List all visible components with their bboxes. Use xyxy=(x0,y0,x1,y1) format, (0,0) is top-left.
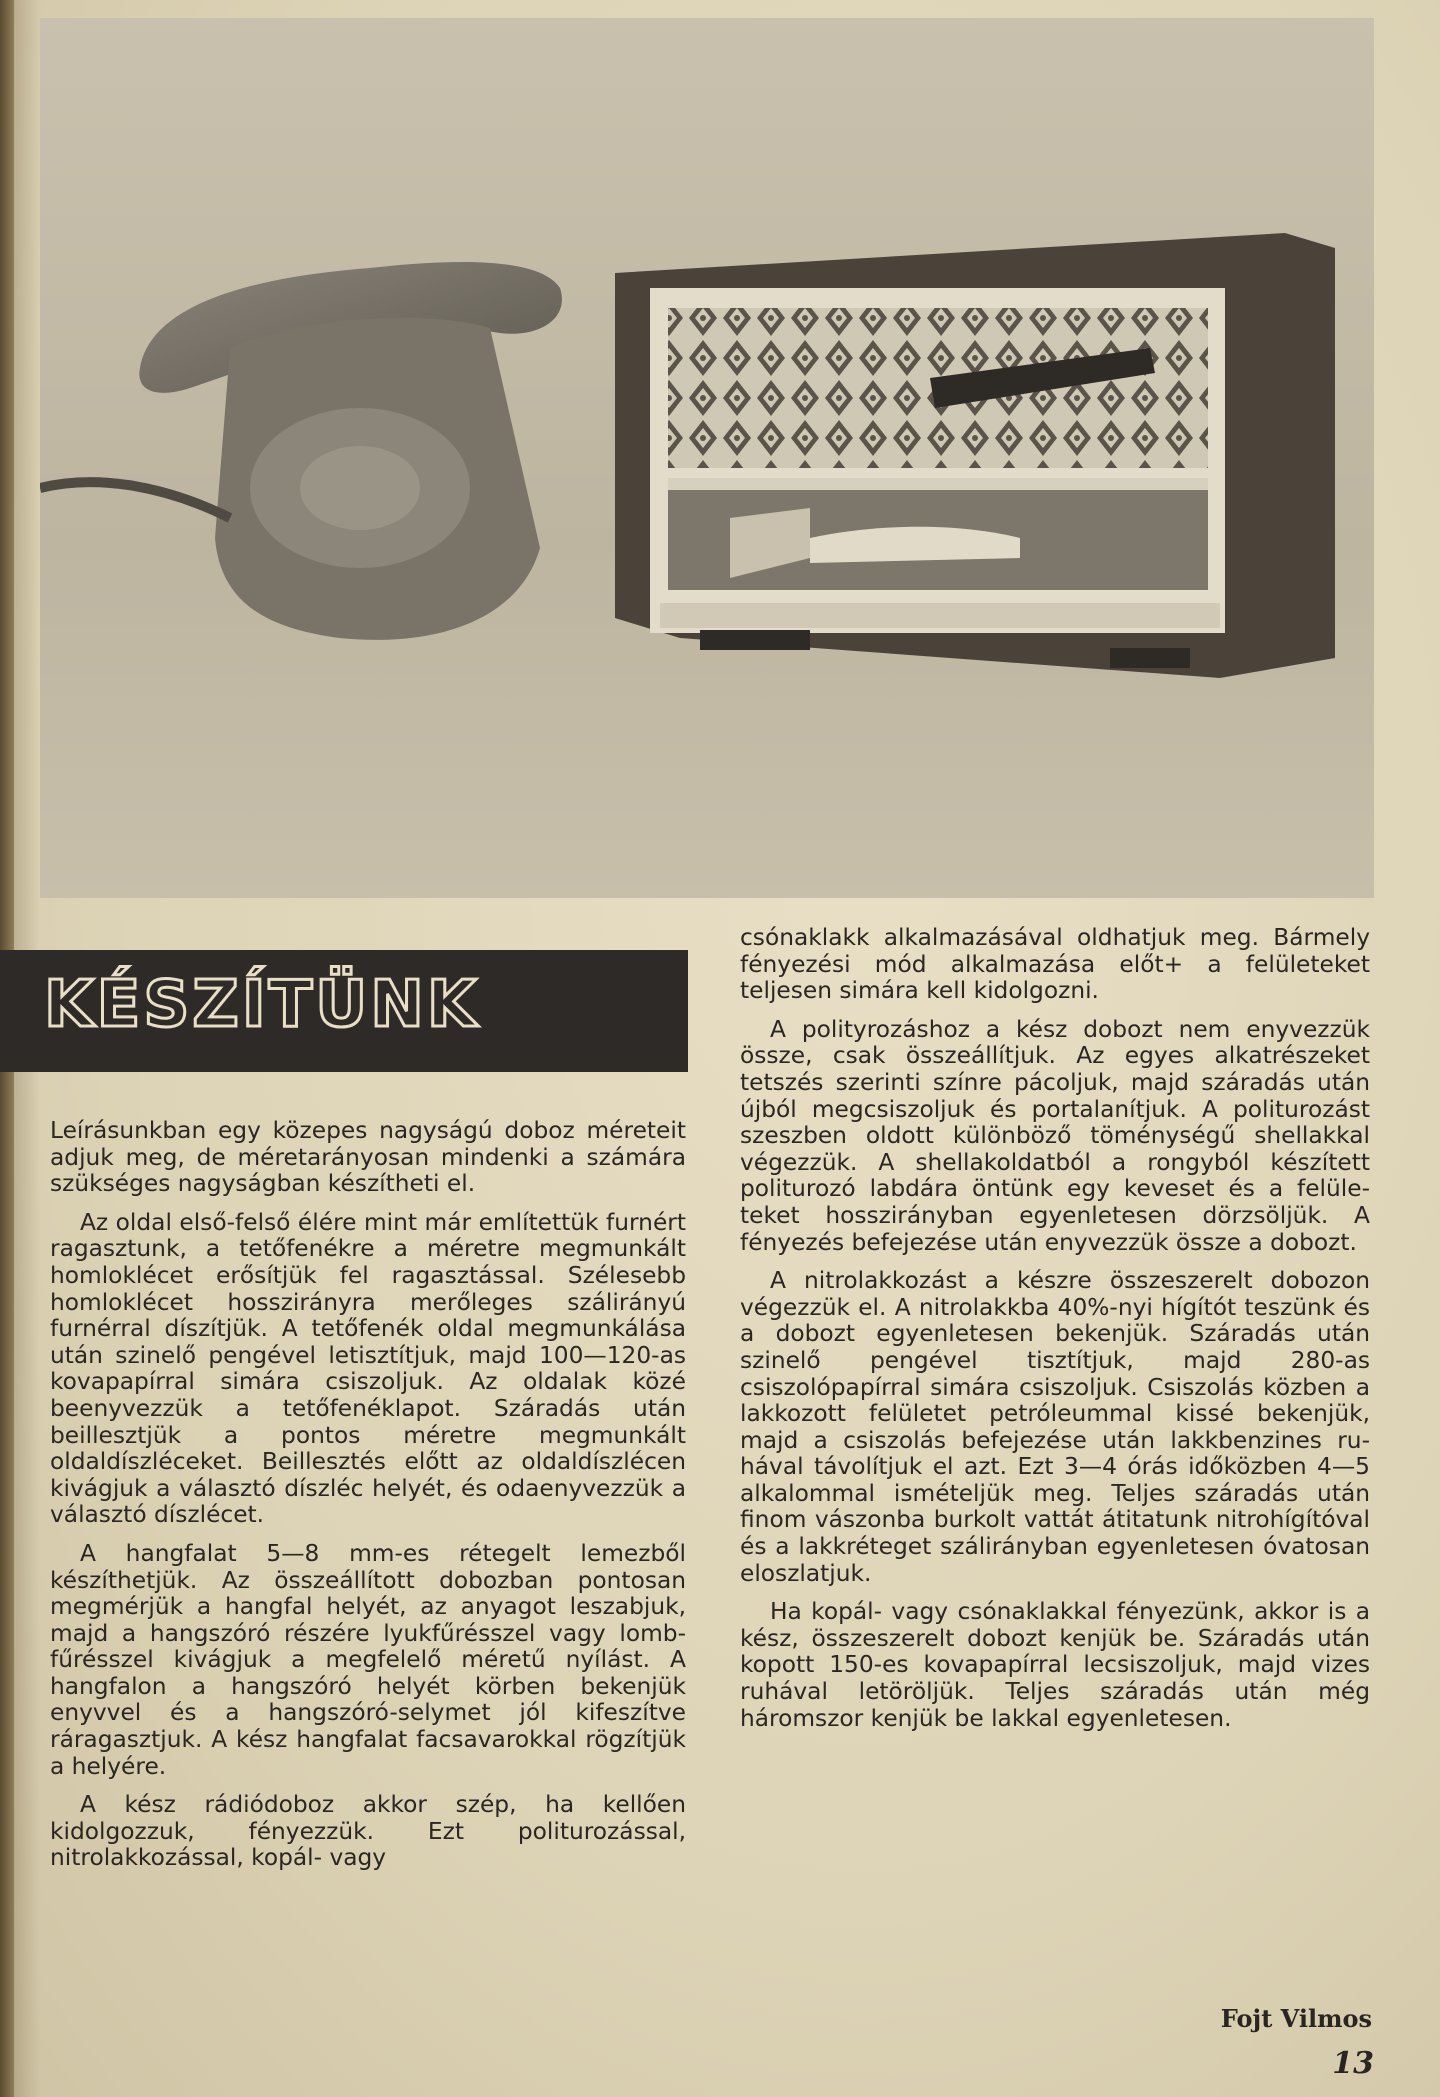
telephone-image xyxy=(40,262,562,640)
article-title: KÉSZÍTÜNK xyxy=(44,968,480,1042)
right-text-column xyxy=(740,925,1370,1744)
author-signature: Fojt Vilmos xyxy=(1220,2004,1372,2033)
paragraph: Ha kopál- vagy csónaklakkal fényezünk, akkor is a kész, összeszerelt dobozt kenjük be. Száradás után kopott 150-es kovapapírral lecsiszoljuk, majd vizes ruhával letöröljük. Teljes száradás után még háromszor kenjük be lakkal egyenletesen. xyxy=(740,1598,1370,1732)
paragraph: Leírásunkban egy közepes nagyságú doboz méreteit adjuk meg, de méretarányosan mindenki a számára szükséges nagyságban készítheti el. xyxy=(50,1117,686,1198)
paragraph: A polityrozáshoz a kész dobozt nem enyvezzük össze, csak összeállítjuk. Az egyes alkatrészeket tetszés szerinti színre pácoljuk, majd száradás után újból megcsiszoljuk és portalanítjuk. A politurozást szeszben oldott különböző töménységű shellakkal végezzük. A shellakoldatból a rongyból készített politurozó labdára öntünk egy keveset és a felületeket hosszirányban egyenletesen dörzsöljük. A fényezés befejezése után enyvezzük össze a dobozt. xyxy=(740,1015,1370,1256)
product-photo xyxy=(40,18,1374,898)
radio-image xyxy=(615,233,1335,678)
paragraph: Az oldal első-felső élére mint már említettük furnért ragasztunk, a tetőfenékre a méretre megmunkált homloklécet erősítjük fel ragasztással. Szélesebb homloklécet hosszirányra merőleges szálirányú furnérral díszítjük. A tetőfenék oldal megmunkálása után szinelő pengével letisztítjuk, majd 100—120-as kovapapírral simára csiszoljuk. Az oldalak közé beenyvezzük a tetőfenéklapot. Száradás után beillesztjük a pontos méretre megmunkált oldaldíszléceket. Beillesztés előtt az oldaldíszlécen kivágjuk a választó díszléc helyét, és odaenyvezzük a választó díszlécet. xyxy=(50,1208,686,1529)
paragraph: A hangfalat 5—8 mm-es rétegelt lemezből készíthetjük. Az összeállított dobozban pontosan megmérjük a hangfal helyét, az anyagot leszabjuk, majd a hangszóró részére lyukfűrésszel vagy lombfűrésszel kivágjuk a megfelelő méretű nyílást. A hangfalon a hangszóró helyét körben bekenjük enyvvel és a hangszóró-selymet jól kifeszítve ráragasztjuk. A kész hangfalat facsavarokkal rögzítjük a helyére. xyxy=(50,1539,686,1780)
paragraph: A nitrolakkozást a készre összeszerelt dobozon végezzük el. A nitrolakkba 40%-nyi hígítót teszünk és a dobozt egyenletesen bekenjük. Száradás után szinelő pengével tisztítjuk, majd 280-as csiszolópapírral simára csiszoljuk. Csiszolás közben a lakkozott felületet petróleummal kissé bekenjük, majd a csiszolás befejezése után lakkbenzines ruhával távolítjuk el azt. Ezt 3—4 órás időközben 4—5 alkalommal ismételjük meg. Teljes száradás után finom vászonba burkolt vattát átitatunk nitrohígítóval és a lakkréteget szálirányban egyenletesen óvatosan eloszlatjuk. xyxy=(740,1267,1370,1587)
paragraph: csónaklakk alkalmazásával oldhatjuk meg. Bármely fényezési mód alkalmazása előt+ a felületeket teljesen simára kell kidolgozni. xyxy=(740,924,1370,1005)
page-number: 13 xyxy=(1332,2046,1374,2081)
paragraph: A kész rádiódoboz akkor szép, ha kellően kidolgozzuk, fényezzük. Ezt politurozással, nitrolakkozással, kopál- vagy xyxy=(50,1791,686,1872)
left-text-column xyxy=(50,1118,686,1884)
